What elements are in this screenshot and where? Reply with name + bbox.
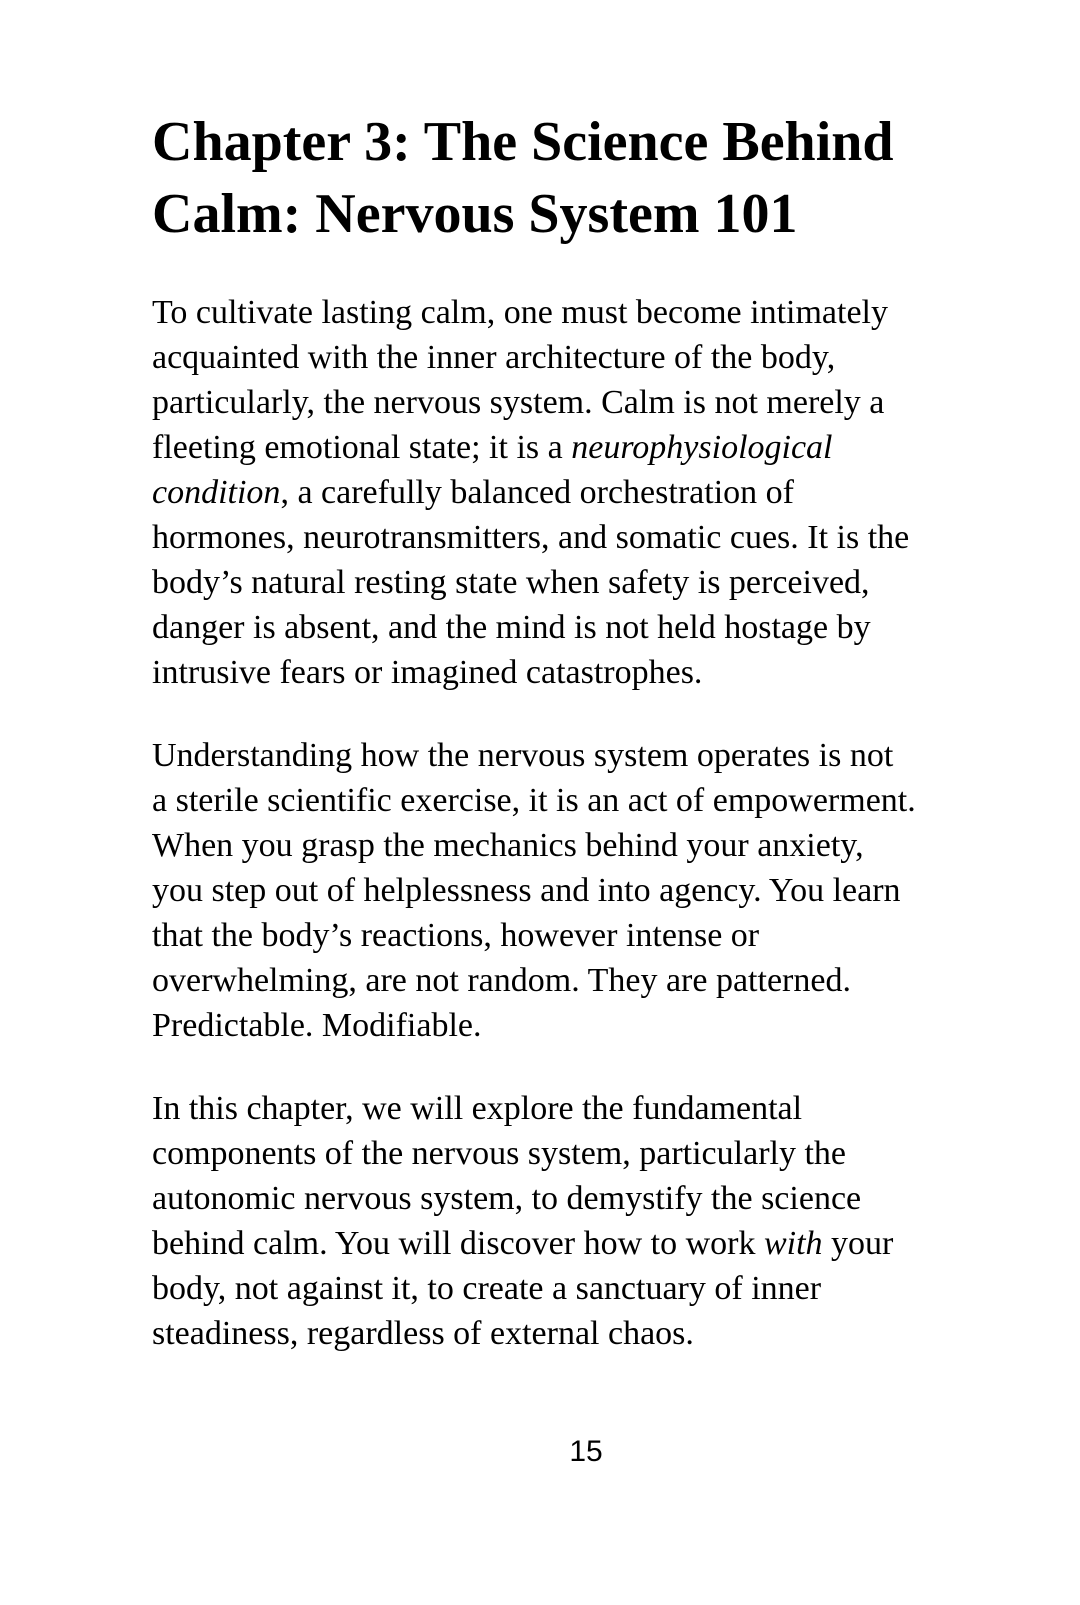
text-line (152, 335, 1020, 380)
text-segment: steadiness, regardless of external chaos. (152, 1315, 694, 1352)
text-line (152, 290, 1020, 335)
paragraph (152, 290, 1020, 695)
text-segment: When you grasp the mechanics behind your anxiety, (152, 827, 864, 864)
text-line (152, 560, 1020, 605)
text-segment: body’s natural resting state when safety is perceived, (152, 564, 870, 601)
chapter-body (152, 290, 1020, 1356)
paragraph (152, 733, 1020, 1048)
text-segment: body, not against it, to create a sanctuary of inner (152, 1270, 822, 1307)
text-segment: To cultivate lasting calm, one must become intimately (152, 294, 888, 331)
text-line (152, 823, 1020, 868)
text-line (152, 1311, 1020, 1356)
text-line (152, 1086, 1020, 1131)
text-line (152, 1176, 1020, 1221)
text-line (152, 470, 1020, 515)
text-line (152, 1221, 1020, 1266)
text-line (152, 913, 1020, 958)
text-line (152, 1131, 1020, 1176)
text-segment: Understanding how the nervous system operates is not (152, 737, 894, 774)
text-line (152, 425, 1020, 470)
text-segment: autonomic nervous system, to demystify the science (152, 1180, 862, 1217)
text-line (152, 778, 1020, 823)
text-segment: overwhelming, are not random. They are patterned. (152, 962, 851, 999)
text-segment: hormones, neurotransmitters, and somatic cues. It is the (152, 519, 910, 556)
text-line (152, 733, 1020, 778)
text-line (152, 380, 1020, 425)
italic-text-segment: neurophysiological (571, 429, 833, 466)
text-line (152, 650, 1020, 695)
italic-text-segment: condition (152, 474, 281, 511)
text-segment: your (822, 1225, 894, 1262)
chapter-title (152, 106, 1020, 250)
text-line (152, 1266, 1020, 1311)
text-segment: , a carefully balanced orchestration of (280, 474, 794, 511)
text-line (152, 1003, 1020, 1048)
text-segment: particularly, the nervous system. Calm is not merely a (152, 384, 885, 421)
text-segment: you step out of helplessness and into agency. You learn (152, 872, 901, 909)
title-line: Calm: Nervous System 101 (152, 183, 798, 245)
text-segment: behind calm. You will discover how to work (152, 1225, 764, 1262)
text-segment: danger is absent, and the mind is not held hostage by (152, 609, 871, 646)
text-segment: fleeting emotional state; it is a (152, 429, 572, 466)
text-segment: In this chapter, we will explore the fundamental (152, 1090, 803, 1127)
title-line: Chapter 3: The Science Behind (152, 111, 894, 173)
text-segment: components of the nervous system, particularly the (152, 1135, 846, 1172)
paragraph (152, 1086, 1020, 1356)
text-segment: a sterile scientific exercise, it is an act of empowerment. (152, 782, 916, 819)
text-segment: intrusive fears or imagined catastrophes. (152, 654, 703, 691)
text-segment: that the body’s reactions, however intense or (152, 917, 760, 954)
text-segment: acquainted with the inner architecture of the body, (152, 339, 836, 376)
text-line (152, 605, 1020, 650)
italic-text-segment: with (763, 1225, 823, 1262)
text-segment: Predictable. Modifiable. (152, 1007, 482, 1044)
text-line (152, 958, 1020, 1003)
page-number: 15 (569, 1435, 603, 1468)
text-line (152, 868, 1020, 913)
text-line (152, 515, 1020, 560)
